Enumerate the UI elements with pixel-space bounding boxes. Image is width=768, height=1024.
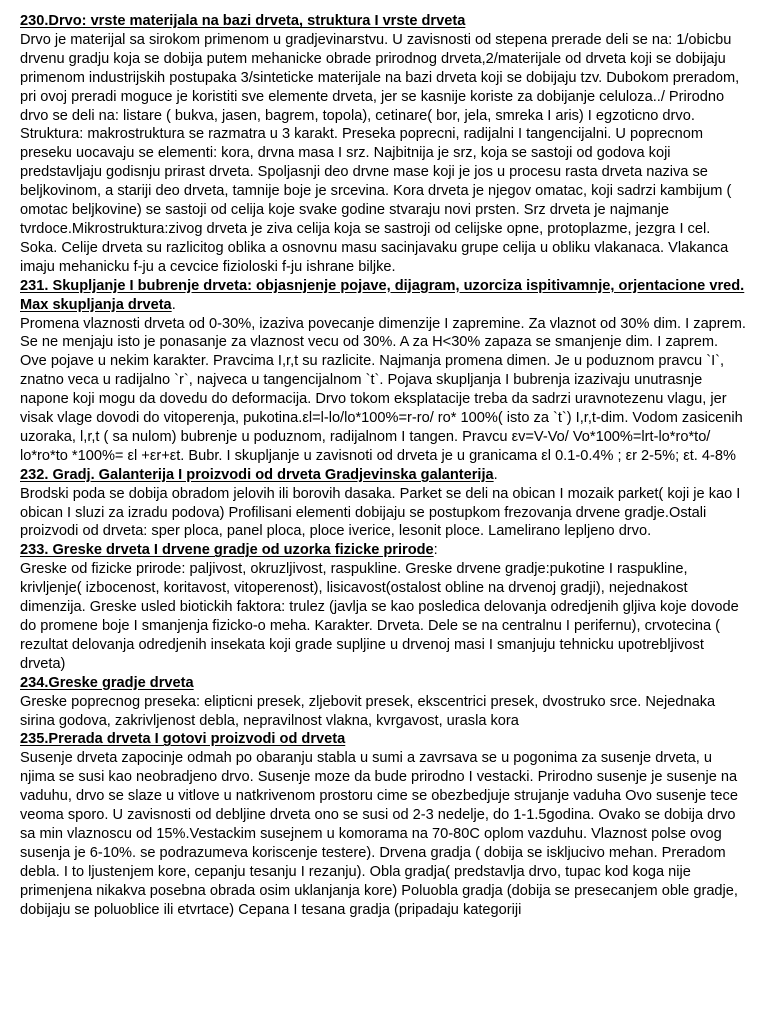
- section-body: Drvo je materijal sa sirokom primenom u gradjevinarstvu. U zavisnosti od stepena prerade deli se na: 1/obicbu drvenu gradju koja se dobija putem mehanicke obrade prirodnog drveta,2/materijale od drveta koji se dobijaju primenom industrijskih postupaka 3/sinteticke materijale na bazi drveta koji se dobijaju tzv. Dubokom preradom, pri ovoj preradi moguce je koristiti sve elemente drveta, jer se kasnije koriste za dobijanje celuloza../ Prirodno drvo se deli na: listare ( bukva, jasen, bagrem, topola), cetinare( bor, jela, smreka I aris) I egzoticno drvo. Struktura: makrostruktura se razmatra u 3 karakt. Preseka poprecni, radijalni I tangencijalni. U poprecnom preseku uocavaju se elementi: kora, drvna masa I srz. Najbitnija je srz, koja se sastoji od godova koji predstavljaju godisnju prirast drveta. Spoljasnji deo drvne mase koji je jos u procesu rasta drveta naziva se beljkovinom, a stariji deo drveta, tamnije boje je srcevina. Kora drveta je njegov omatac, koji sadrzi kambijum ( omotac beljkovine) se sastoji od celija koje svake godine stvaraju novi prsten. Srz drveta je najmanje tvrdoce.Mikrostruktura:zivog drveta je ziva celija koja se sastroji od celijske opne, protoplazme, jezgra I cel. Soka. Celije drveta su razlicitog oblika a osnovnu masu sacinjavaku grupe celija u obliku vlakanaca. Vlakanca imaju mehanicku f-ju a cevcice fizioloski f-ju ishrane biljke.: [20, 31, 740, 275]
- section-heading-line: [20, 277, 746, 315]
- section-heading: 234.Greske gradje drveta: [20, 674, 194, 691]
- section-heading: 233. Greske drveta I drvene gradje od uzorka fizicke prirode: [20, 542, 434, 559]
- section-body: Brodski poda se dobija obradom jelovih ili borovih dasaka. Parket se deli na obican I mozaik parket( koji je kao I obican I sluzi za izradu podova) Profilisani elementi dobijaju se postupkom frezovanja drvene gradje.Ostali proizvodi od drveta: sper ploca, panel ploca, ploce iverice, lesonit ploce. Lamelirano lepljeno drvo.: [20, 485, 741, 540]
- heading-suffix: .: [171, 296, 176, 313]
- section-234: [20, 674, 746, 731]
- section-heading-line: [20, 541, 746, 560]
- section-230: [20, 12, 746, 277]
- section-body: Promena vlaznosti drveta od 0-30%, izaziva povecanje dimenzije I zapremine. Za vlaznot od 30% dim. I zaprem. Se ne menjaju isto je ponasanje za vlaznost vecu od 30%. A za H<30% zapaza se smanjenje dim. I zaprem. Ove pojave u nekim karakter. Pravcima I,r,t su razlicite. Najmanja promena dimen. Je u poduznom pravcu `I`, znatno veca u radijalno `r`, najveca u tangencijalnom `t`. Pojava skupljanja I bubrenja izazivaju unutrasnje napone koji mogu da dovedu do deformacija. Drvo tokom eksplatacije treba da sadrzi uravnotezenu vlagu, jer visak vlage dovodi do vitoperenja, pukotina.εl=l-lo/lo*100%=r-ro/ ro* 100%( isto za `t`) I,r,t-dim. Vodom zasicenih uzoraka, l,r,t ( sa nulom) bubrenje u poduznom, radijalnom I tangen. Pravcu εv=V-Vo/ Vo*100%=lrt-lo*ro*to/ lo*ro*to *100%= εl +εr+εt. Bubr. I skupljanje u zavisnoti od drveta je u granicama εl 0.1-0.4% ; εr 2-5%; εt. 4-8%: [20, 315, 746, 464]
- heading-suffix: :: [433, 542, 438, 559]
- section-body: Susenje drveta zapocinje odmah po obaranju stabla u sumi a zavrsava se u pogonima za susenje drveta, u njima se susi kao neobradjeno drvo. Susenje moze da bude prirodno I vestacki. Prirodno susenje je susenje na vaduhu, drvo se slaze u vitlove u natkrivenom prostoru cime se obezbedjuje strujanje vaduha Ovo susenje tece veoma sporo. U zavisnosti od debljine drveta ono se susi od 2-3 nedelje, do 1-1.5godina. Ovako se dobija drvo sa min vlaznoscu od 15%.Vestackim susejnem u komorama na 70-80C oplom vazduhu. Vlaznost polse ovog susenja je 6-10%. se podrazumeva koriscenje testere). Drvena gradja ( dobija se iskljucivo mehan. Preradom debla. I to ljustenjem kore, cepanju tesanju I rezanju). Obla gradja( predstavlja drvo, tupac kod koga nije primenjena nikakva posebna obrada osim uklanjanja kore) Poluobla gradja (dobija se presecanjem oble gradje, dobijaju se poluoblice ili etvrtace) Cepana I tesana gradja (pripadaju kategoriji: [20, 750, 738, 918]
- section-heading: 232. Gradj. Galanterija I proizvodi od drveta Gradjevinska galanterija: [20, 466, 494, 483]
- section-heading-line: [20, 466, 746, 485]
- section-body: Greske od fizicke prirode: paljivost, okruzljivost, raspukline. Greske drvene gradje:pukotine I raspukline, krivljenje( izbocenost, koritavost, vitoperenost), lisicavost(ostalost obline na drvenoj gradji), nejednakost dimenzija. Greske usled biotickih faktora: trulez (javlja se kao posledica delovanja odredjenih gljiva koje dovode do promene boje I smanjenja fizicko-o meha. Karakter. Drveta. Dele se na centralnu I perifernu), crvotecina ( rezultat delovanja odredjenih insekata koji grade supljine u drvenoj masi I smanjuju tehnicku upotrebljivost drveta): [20, 561, 739, 672]
- section-heading: 235.Prerada drveta I gotovi proizvodi od drveta: [20, 731, 346, 748]
- section-233: [20, 541, 746, 673]
- section-232: [20, 466, 746, 542]
- section-heading: 231. Skupljanje I bubrenje drveta: objasnjenje pojave, dijagram, uzorciza ispitivamnje, orjentacione vred. Max skupljanja drveta: [20, 277, 745, 313]
- section-body: Greske poprecnog preseka: elipticni presek, zljebovit presek, ekscentrici presek, dvostruko srce. Nejednaka sirina godova, zakrivljenost debla, nepravilnost vlakna, kvrgavost, urasla kora: [20, 693, 716, 729]
- section-235: [20, 730, 746, 919]
- heading-suffix: .: [493, 466, 498, 483]
- section-heading: 230.Drvo: vrste materijala na bazi drveta, struktura I vrste drveta: [20, 13, 466, 29]
- section-231: [20, 277, 746, 466]
